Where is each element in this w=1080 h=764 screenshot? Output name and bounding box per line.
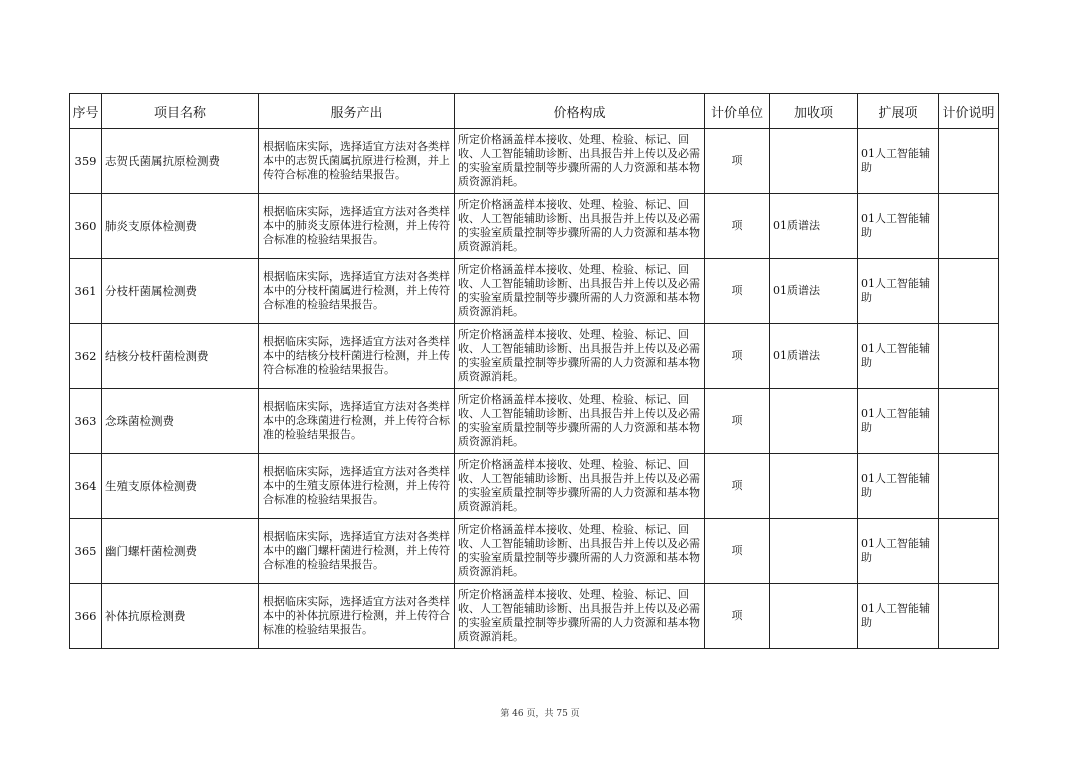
- row-pricing-unit: 项: [705, 454, 770, 519]
- row-price-composition: 所定价格涵盖样本接收、处理、检验、标记、回收、人工智能辅助诊断、出具报告并上传以及必需的实验室质量控制等步骤所需的人力资源和基本物质资源消耗。: [455, 194, 705, 259]
- table-row: [70, 454, 999, 519]
- row-pricing-note: [939, 259, 999, 324]
- row-service-output: 根据临床实际，选择适宜方法对各类样本中的补体抗原进行检测，并上传符合标准的检验结果报告。: [259, 584, 455, 649]
- row-service-output: 根据临床实际，选择适宜方法对各类样本中的分枝杆菌属进行检测，并上传符合标准的检验结果报告。: [259, 259, 455, 324]
- table-row: [70, 259, 999, 324]
- header-item-name: 项目名称: [102, 94, 259, 129]
- row-index: 363: [70, 389, 102, 454]
- row-extension: 01人工智能辅助: [858, 324, 939, 389]
- row-index: 366: [70, 584, 102, 649]
- row-item-name: 幽门螺杆菌检测费: [102, 519, 259, 584]
- row-price-composition: 所定价格涵盖样本接收、处理、检验、标记、回收、人工智能辅助诊断、出具报告并上传以及必需的实验室质量控制等步骤所需的人力资源和基本物质资源消耗。: [455, 389, 705, 454]
- row-pricing-note: [939, 584, 999, 649]
- header-price-composition: 价格构成: [455, 94, 705, 129]
- row-service-output: 根据临床实际，选择适宜方法对各类样本中的志贺氏菌属抗原进行检测，并上传符合标准的检验结果报告。: [259, 129, 455, 194]
- header-surcharge: 加收项: [770, 94, 858, 129]
- row-extension: 01人工智能辅助: [858, 259, 939, 324]
- row-pricing-note: [939, 454, 999, 519]
- row-service-output: 根据临床实际，选择适宜方法对各类样本中的结核分枝杆菌进行检测，并上传符合标准的检验结果报告。: [259, 324, 455, 389]
- row-index: 359: [70, 129, 102, 194]
- row-pricing-unit: 项: [705, 389, 770, 454]
- row-surcharge: 01质谱法: [770, 324, 858, 389]
- header-index: 序号: [70, 94, 102, 129]
- row-item-name: 分枝杆菌属检测费: [102, 259, 259, 324]
- row-pricing-unit: 项: [705, 194, 770, 259]
- table-row: [70, 129, 999, 194]
- row-pricing-note: [939, 389, 999, 454]
- row-service-output: 根据临床实际，选择适宜方法对各类样本中的幽门螺杆菌进行检测，并上传符合标准的检验结果报告。: [259, 519, 455, 584]
- row-service-output: 根据临床实际，选择适宜方法对各类样本中的生殖支原体进行检测，并上传符合标准的检验结果报告。: [259, 454, 455, 519]
- page-number-footer: 第 46 页，共 75 页: [500, 709, 580, 719]
- row-pricing-note: [939, 324, 999, 389]
- row-extension: 01人工智能辅助: [858, 584, 939, 649]
- row-price-composition: 所定价格涵盖样本接收、处理、检验、标记、回收、人工智能辅助诊断、出具报告并上传以及必需的实验室质量控制等步骤所需的人力资源和基本物质资源消耗。: [455, 259, 705, 324]
- row-extension: 01人工智能辅助: [858, 519, 939, 584]
- row-item-name: 肺炎支原体检测费: [102, 194, 259, 259]
- header-extension: 扩展项: [858, 94, 939, 129]
- row-index: 364: [70, 454, 102, 519]
- row-surcharge: [770, 129, 858, 194]
- row-pricing-unit: 项: [705, 519, 770, 584]
- row-item-name: 念珠菌检测费: [102, 389, 259, 454]
- row-item-name: 补体抗原检测费: [102, 584, 259, 649]
- row-price-composition: 所定价格涵盖样本接收、处理、检验、标记、回收、人工智能辅助诊断、出具报告并上传以及必需的实验室质量控制等步骤所需的人力资源和基本物质资源消耗。: [455, 324, 705, 389]
- row-pricing-unit: 项: [705, 259, 770, 324]
- row-index: 362: [70, 324, 102, 389]
- row-service-output: 根据临床实际，选择适宜方法对各类样本中的肺炎支原体进行检测，并上传符合标准的检验结果报告。: [259, 194, 455, 259]
- row-item-name: 结核分枝杆菌检测费: [102, 324, 259, 389]
- header-service-output: 服务产出: [259, 94, 455, 129]
- table-row: [70, 584, 999, 649]
- header-pricing-unit: 计价单位: [705, 94, 770, 129]
- row-surcharge: 01质谱法: [770, 194, 858, 259]
- row-index: 360: [70, 194, 102, 259]
- row-extension: 01人工智能辅助: [858, 389, 939, 454]
- row-extension: 01人工智能辅助: [858, 129, 939, 194]
- table-row: [70, 324, 999, 389]
- row-extension: 01人工智能辅助: [858, 454, 939, 519]
- row-pricing-note: [939, 519, 999, 584]
- row-index: 365: [70, 519, 102, 584]
- row-pricing-unit: 项: [705, 324, 770, 389]
- table-row: [70, 389, 999, 454]
- row-pricing-note: [939, 194, 999, 259]
- row-surcharge: [770, 519, 858, 584]
- row-price-composition: 所定价格涵盖样本接收、处理、检验、标记、回收、人工智能辅助诊断、出具报告并上传以及必需的实验室质量控制等步骤所需的人力资源和基本物质资源消耗。: [455, 584, 705, 649]
- row-item-name: 志贺氏菌属抗原检测费: [102, 129, 259, 194]
- price-table-container: [69, 93, 999, 649]
- row-extension: 01人工智能辅助: [858, 194, 939, 259]
- table-row: [70, 519, 999, 584]
- row-surcharge: 01质谱法: [770, 259, 858, 324]
- row-pricing-unit: 项: [705, 129, 770, 194]
- row-price-composition: 所定价格涵盖样本接收、处理、检验、标记、回收、人工智能辅助诊断、出具报告并上传以及必需的实验室质量控制等步骤所需的人力资源和基本物质资源消耗。: [455, 454, 705, 519]
- header-pricing-note: 计价说明: [939, 94, 999, 129]
- price-table: [69, 93, 999, 649]
- row-pricing-unit: 项: [705, 584, 770, 649]
- row-surcharge: [770, 584, 858, 649]
- row-price-composition: 所定价格涵盖样本接收、处理、检验、标记、回收、人工智能辅助诊断、出具报告并上传以及必需的实验室质量控制等步骤所需的人力资源和基本物质资源消耗。: [455, 129, 705, 194]
- row-service-output: 根据临床实际，选择适宜方法对各类样本中的念珠菌进行检测，并上传符合标准的检验结果报告。: [259, 389, 455, 454]
- row-item-name: 生殖支原体检测费: [102, 454, 259, 519]
- table-header-row: [70, 94, 999, 129]
- row-price-composition: 所定价格涵盖样本接收、处理、检验、标记、回收、人工智能辅助诊断、出具报告并上传以及必需的实验室质量控制等步骤所需的人力资源和基本物质资源消耗。: [455, 519, 705, 584]
- row-index: 361: [70, 259, 102, 324]
- row-pricing-note: [939, 129, 999, 194]
- row-surcharge: [770, 454, 858, 519]
- row-surcharge: [770, 389, 858, 454]
- table-row: [70, 194, 999, 259]
